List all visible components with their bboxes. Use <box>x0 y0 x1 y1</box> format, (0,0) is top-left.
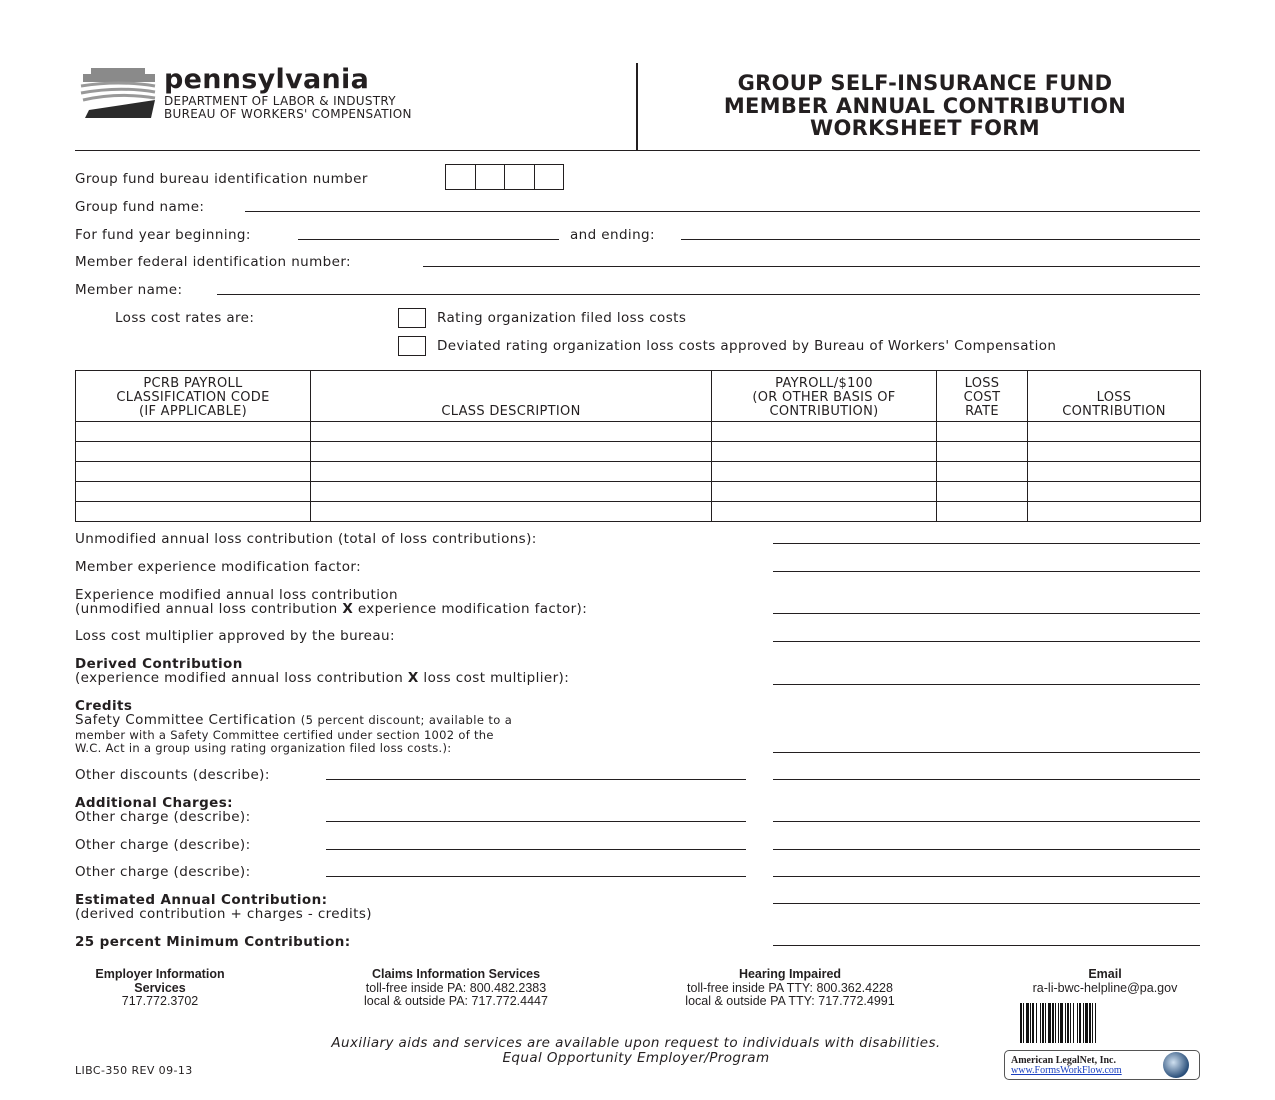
globe-icon <box>1163 1052 1189 1078</box>
table-cell-input[interactable] <box>311 462 712 482</box>
exp-mod-formula <box>75 601 587 617</box>
table-cell-input[interactable] <box>1028 462 1201 482</box>
email-link[interactable]: ra-li-bwc-helpline@pa.gov <box>1032 980 1178 995</box>
derived-formula <box>75 670 569 686</box>
table-row <box>76 462 1201 482</box>
column-header: PCRB PAYROLL CLASSIFICATION CODE (IF APPLICABLE) <box>76 371 311 422</box>
employer-phone: 717.772.3702 <box>121 994 199 1008</box>
other-charge-description[interactable] <box>326 876 746 877</box>
title-line: WORKSHEET FORM <box>810 116 1040 140</box>
claims-info <box>326 968 586 1009</box>
badge-link[interactable]: www.FormsWorkFlow.com <box>1011 1065 1122 1076</box>
legalnet-badge[interactable] <box>1004 1050 1200 1080</box>
minimum-input[interactable] <box>773 945 1200 946</box>
deviated-loss-costs-checkbox[interactable] <box>398 336 426 356</box>
table-cell-input[interactable] <box>311 502 712 522</box>
bureau-id-label: Group fund bureau identification number <box>75 171 368 187</box>
derived-heading: Derived Contribution <box>75 656 243 672</box>
member-name-label: Member name: <box>75 282 183 298</box>
logo-dept: DEPARTMENT OF LABOR & INDUSTRY <box>164 94 396 108</box>
federal-id-input[interactable] <box>423 266 1200 267</box>
multiplier-input[interactable] <box>773 641 1200 642</box>
barcode <box>1020 1003 1163 1043</box>
bureau-id-input[interactable] <box>445 164 564 190</box>
multiplier-label: Loss cost multiplier approved by the bureau: <box>75 628 395 644</box>
formula-text: (experience modified annual loss contribution <box>75 670 408 686</box>
year-beginning-label: For fund year beginning: <box>75 227 251 243</box>
other-discounts-label: Other discounts (describe): <box>75 767 270 783</box>
charges-heading: Additional Charges: <box>75 795 233 811</box>
hearing-info <box>640 968 940 1009</box>
other-charge-input[interactable] <box>773 821 1200 822</box>
table-cell-input[interactable] <box>76 482 311 502</box>
table-cell-input[interactable] <box>712 462 937 482</box>
table-row <box>76 482 1201 502</box>
other-charge-label: Other charge (describe): <box>75 837 251 853</box>
minimum-label: 25 percent Minimum Contribution: <box>75 934 351 950</box>
formula-text: (unmodified annual loss contribution <box>75 601 343 617</box>
deviated-loss-costs-label: Deviated rating organization loss costs approved by Bureau of Workers' Compensation <box>437 338 1057 354</box>
table-cell-input[interactable] <box>76 442 311 462</box>
table-cell-input[interactable] <box>76 502 311 522</box>
safety-note: member with a Safety Committee certified under section 1002 of the <box>75 728 494 742</box>
table-cell-input[interactable] <box>937 462 1028 482</box>
other-charge-description[interactable] <box>326 821 746 822</box>
email-info <box>1010 968 1200 995</box>
exp-mod-input[interactable] <box>773 613 1200 614</box>
loss-cost-label: Loss cost rates are: <box>115 310 255 326</box>
safety-label <box>75 712 512 728</box>
multiply-symbol: X <box>407 670 419 686</box>
year-ending-label: and ending: <box>570 227 655 243</box>
column-header: PAYROLL/$100 (OR OTHER BASIS OF CONTRIBUTION) <box>712 371 937 422</box>
estimated-heading: Estimated Annual Contribution: <box>75 892 328 908</box>
eoe-text: Equal Opportunity Employer/Program <box>502 1049 770 1066</box>
table-cell-input[interactable] <box>937 422 1028 442</box>
table-cell-input[interactable] <box>76 462 311 482</box>
table-cell-input[interactable] <box>1028 422 1201 442</box>
keystone-logo-icon <box>79 68 159 120</box>
badge-name: American LegalNet, Inc. <box>1011 1055 1116 1066</box>
hearing-tollfree: toll-free inside PA TTY: 800.362.4228 <box>687 980 893 995</box>
safety-note: (5 percent discount; available to a <box>300 713 513 727</box>
formula-text: loss cost multiplier): <box>418 670 570 686</box>
claims-tollfree: toll-free inside PA: 800.482.2383 <box>365 980 547 995</box>
other-charge-label: Other charge (describe): <box>75 864 251 880</box>
multiply-symbol: X <box>342 601 354 617</box>
table-cell-input[interactable] <box>311 422 712 442</box>
title-line: MEMBER ANNUAL CONTRIBUTION <box>723 93 1127 118</box>
employer-title: Services <box>134 980 186 995</box>
derived-input[interactable] <box>773 684 1200 685</box>
email-title: Email <box>1088 967 1122 981</box>
table-cell-input[interactable] <box>712 442 937 462</box>
fund-name-label: Group fund name: <box>75 199 205 215</box>
table-cell-input[interactable] <box>712 482 937 502</box>
header-rule <box>75 150 1200 151</box>
accessibility-notice <box>280 1036 992 1065</box>
hearing-title: Hearing Impaired <box>738 967 842 981</box>
employer-title: Employer Information <box>95 967 225 981</box>
hearing-local: local & outside PA TTY: 717.772.4991 <box>685 994 895 1008</box>
other-charge-input[interactable] <box>773 849 1200 850</box>
credits-heading: Credits <box>75 698 133 714</box>
other-charge-input[interactable] <box>773 876 1200 877</box>
claims-title: Claims Information Services <box>371 967 541 981</box>
safety-input[interactable] <box>773 752 1200 753</box>
formula-text: experience modification factor): <box>353 601 588 617</box>
claims-local: local & outside PA: 717.772.4447 <box>364 994 548 1008</box>
page-title <box>640 72 1210 140</box>
other-charge-description[interactable] <box>326 849 746 850</box>
table-cell-input[interactable] <box>937 502 1028 522</box>
safety-title: Safety Committee Certification <box>75 712 297 728</box>
table-cell-input[interactable] <box>311 442 712 462</box>
table-cell-input[interactable] <box>712 502 937 522</box>
table-cell-input[interactable] <box>937 482 1028 502</box>
aux-text: Auxiliary aids and services are available upon request to individuals with disabilities. <box>331 1035 941 1051</box>
emod-input[interactable] <box>773 571 1200 572</box>
column-header: LOSS COST RATE <box>937 371 1028 422</box>
exp-mod-label: Experience modified annual loss contribution <box>75 587 399 603</box>
other-discounts-input[interactable] <box>773 779 1200 780</box>
year-beginning-input[interactable] <box>298 239 559 240</box>
table-cell-input[interactable] <box>937 442 1028 462</box>
logo-bureau: BUREAU OF WORKERS' COMPENSATION <box>164 107 412 121</box>
table-row <box>76 442 1201 462</box>
table-cell-input[interactable] <box>1028 482 1201 502</box>
column-header: LOSS CONTRIBUTION <box>1028 371 1201 422</box>
safety-note: W.C. Act in a group using rating organization filed loss costs.): <box>75 741 452 755</box>
estimated-input[interactable] <box>773 903 1200 904</box>
fund-name-input[interactable] <box>245 211 1200 212</box>
federal-id-label: Member federal identification number: <box>75 254 351 270</box>
unmodified-label: Unmodified annual loss contribution (total of loss contributions): <box>75 531 537 547</box>
logo-state: pennsylvania <box>164 64 370 95</box>
barcode-bar <box>1096 1003 1097 1043</box>
emod-label: Member experience modification factor: <box>75 559 362 575</box>
table-row <box>76 422 1201 442</box>
estimated-formula: (derived contribution + charges - credits) <box>75 906 372 922</box>
other-discounts-description[interactable] <box>326 779 746 780</box>
table-cell-input[interactable] <box>311 482 712 502</box>
other-charge-label: Other charge (describe): <box>75 809 251 825</box>
table-cell-input[interactable] <box>76 422 311 442</box>
classification-table <box>75 370 1201 522</box>
table-cell-input[interactable] <box>1028 502 1201 522</box>
table-cell-input[interactable] <box>712 422 937 442</box>
unmodified-input[interactable] <box>773 543 1200 544</box>
year-ending-input[interactable] <box>681 239 1200 240</box>
title-line: GROUP SELF-INSURANCE FUND <box>737 71 1113 95</box>
employer-info <box>70 968 250 1009</box>
filed-loss-costs-label: Rating organization filed loss costs <box>437 310 687 326</box>
filed-loss-costs-checkbox[interactable] <box>398 308 426 328</box>
header-divider <box>636 63 638 150</box>
form-id: LIBC-350 REV 09-13 <box>75 1064 193 1077</box>
table-cell-input[interactable] <box>1028 442 1201 462</box>
member-name-input[interactable] <box>217 294 1200 295</box>
column-header: CLASS DESCRIPTION <box>311 371 712 422</box>
table-row <box>76 502 1201 522</box>
